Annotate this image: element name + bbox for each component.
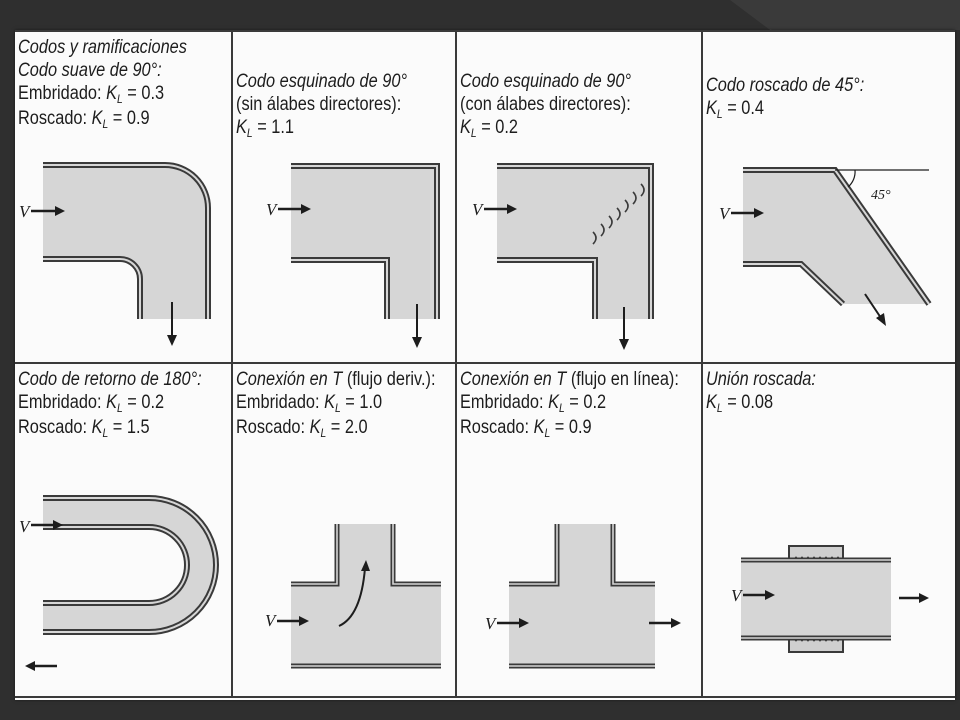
coefficient-line: Roscado: $K_L = 1.5$: [18, 417, 150, 440]
svg-text:V: V: [266, 200, 277, 219]
fitting-title: Codo roscado de 45°:: [706, 75, 865, 96]
elbow-45-diagram: [703, 32, 955, 362]
table-bottom-rule: [15, 696, 955, 698]
threaded-union-diagram: [703, 364, 955, 696]
smooth-bend-diagram: [15, 32, 231, 362]
cell-tee-line-flow: [457, 364, 701, 696]
fitting-title: Codo de retorno de 180°:: [18, 369, 202, 390]
fitting-note: (con álabes directores):: [460, 94, 631, 115]
coefficient-line: $K_L = 1.1$: [236, 117, 295, 140]
fitting-title: Conexión en T (flujo en línea):: [460, 369, 679, 390]
table-heading: Codos y ramificaciones: [18, 37, 187, 58]
fitting-title: Codo esquinado de 90°: [236, 71, 407, 92]
cell-mitered-bend-no-vanes: [233, 32, 455, 362]
fitting-title: Codo suave de 90°:: [18, 60, 162, 81]
svg-text:V: V: [472, 200, 483, 219]
angle-label: 45°: [871, 188, 891, 203]
loss-coefficient-table: [15, 30, 955, 700]
coefficient-line: Embridado: $K_L = 1.0$: [236, 392, 383, 415]
svg-text:V: V: [731, 586, 742, 605]
coefficient-line: $K_L = 0.08$: [706, 392, 774, 415]
fitting-title: Conexión en T (flujo deriv.):: [236, 369, 436, 390]
fitting-note: (sin álabes directores):: [236, 94, 402, 115]
svg-text:V: V: [719, 204, 730, 223]
svg-text:V: V: [485, 614, 496, 633]
cell-return-bend-180: [15, 364, 231, 696]
coefficient-line: Roscado: $K_L = 2.0$: [236, 417, 368, 440]
cell-smooth-90-bend: [15, 32, 231, 362]
coefficient-line: Embridado: $K_L = 0.2$: [460, 392, 607, 415]
svg-text:V: V: [265, 611, 276, 630]
coefficient-line: Roscado: $K_L = 0.9$: [18, 108, 150, 131]
mitered-bend-diagram: [233, 32, 455, 362]
coefficient-line: Embridado: $K_L = 0.2$: [18, 392, 165, 415]
fitting-title: Unión roscada:: [706, 369, 816, 390]
coefficient-line: Roscado: $K_L = 0.9$: [460, 417, 592, 440]
tee-line-diagram: [457, 364, 701, 696]
vaned-bend-diagram: [457, 32, 701, 362]
cell-mitered-bend-with-vanes: [457, 32, 701, 362]
cell-threaded-45-elbow: [703, 32, 955, 362]
coefficient-line: $K_L = 0.4$: [706, 98, 765, 121]
fitting-title: Codo esquinado de 90°: [460, 71, 631, 92]
cell-threaded-union: [703, 364, 955, 696]
coefficient-line: Embridado: $K_L = 0.3$: [18, 83, 165, 106]
return-bend-diagram: [15, 364, 231, 696]
cell-tee-branch-flow: [233, 364, 455, 696]
velocity-label: V: [19, 202, 30, 221]
tee-branch-diagram: [233, 364, 455, 696]
svg-text:V: V: [19, 517, 30, 536]
coefficient-line: $K_L = 0.2$: [460, 117, 519, 140]
